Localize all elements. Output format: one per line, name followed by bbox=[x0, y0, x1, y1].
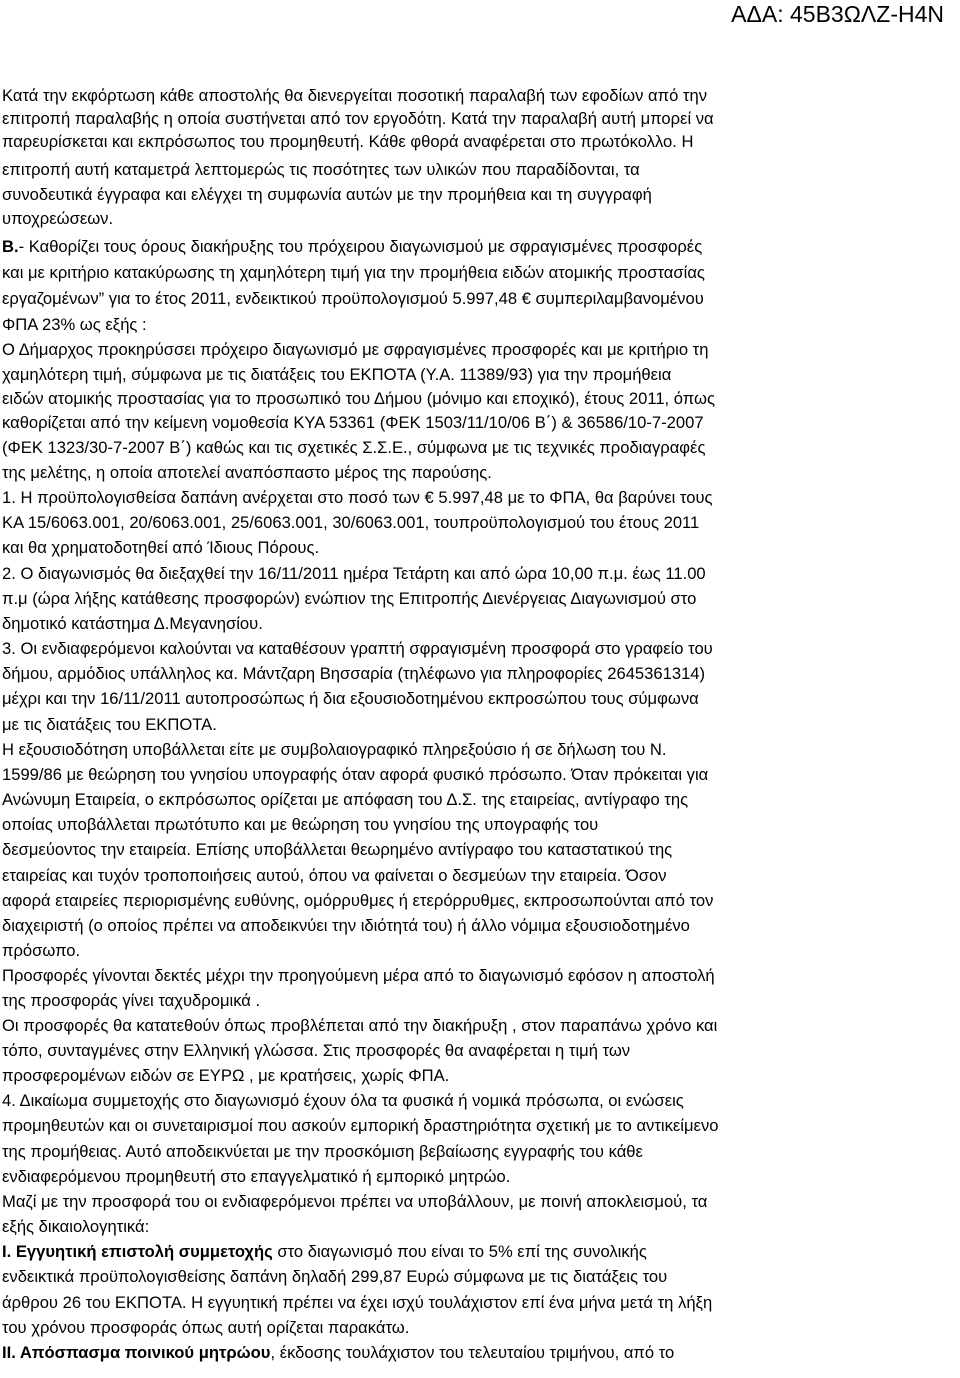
text-line: συνοδευτικά έγγραφα και ελέγχει τη συμφωνία αυτών με την προμήθεια και τη συγγραφή bbox=[2, 185, 652, 204]
text-line: επιτροπή παραλαβής η οποία συστήνεται από τον εργοδότη. Κατά την παραλαβή αυτή μπορεί να bbox=[2, 109, 714, 128]
text-line: μέχρι και την 16/11/2011 αυτοπροσώπως ή δια εξουσιοδοτημένου εκπροσώπου τους σύμφωνα bbox=[2, 689, 699, 708]
text-line: υποχρεώσεων. bbox=[2, 209, 114, 228]
text-line bbox=[2, 235, 702, 258]
text-span: - Καθορίζει τους όρους διακήρυξης του πρόχειρου διαγωνισμού με σφραγισμένες προσφορές bbox=[18, 237, 703, 256]
text-line: προμηθευτών και οι συνεταιρισμοί που ασκούν εμπορική δραστηριότητα σχετική με το αντικείμενο bbox=[2, 1116, 719, 1135]
text-line: επιτροπή αυτή καταμετρά λεπτομερώς τις ποσότητες των υλικών που παραδίδονται, τα bbox=[2, 160, 640, 179]
text-line: εταιρείας και τυχόν τροποποιήσεις αυτού, όπου να φαίνεται ο δεσμεύων την εταιρεία. Όσον bbox=[2, 866, 667, 885]
text-line: της μελέτης, η οποία αποτελεί αναπόσπαστο μέρος της παρούσης. bbox=[2, 463, 492, 482]
text-line: 1. Η προϋπολογισθείσα δαπάνη ανέρχεται στο ποσό των € 5.997,48 με το ΦΠΑ, θα βαρύνει τους bbox=[2, 488, 713, 507]
text-line: Μαζί με την προσφορά του οι ενδιαφερόμενοι πρέπει να υποβάλλουν, με ποινή αποκλεισμού, τα bbox=[2, 1192, 708, 1211]
bold-heading-guarantee: Ι. Εγγυητική επιστολή συμμετοχής bbox=[2, 1242, 273, 1261]
text-line: του χρόνου προσφοράς όπως αυτή ορίζεται παρακάτω. bbox=[2, 1318, 410, 1337]
text-line: Προσφορές γίνονται δεκτές μέχρι την προηγούμενη μέρα από το διαγωνισμό εφόσον η αποστολή bbox=[2, 966, 715, 985]
text-line: ΦΠΑ 23% ως εξής : bbox=[2, 315, 147, 334]
text-line: Οι προσφορές θα κατατεθούν όπως προβλέπεται από την διακήρυξη , στον παραπάνω χρόνο και bbox=[2, 1016, 718, 1035]
text-line: διαχειριστή (ο οποίος πρέπει να αποδεικνύει την ιδιότητά του) ή άλλο νόμιμα εξουσιοδοτημένο bbox=[2, 916, 690, 935]
text-line: εξής δικαιολογητικά: bbox=[2, 1217, 150, 1236]
text-line: της προσφοράς γίνει ταχυδρομικά . bbox=[2, 991, 261, 1010]
text-line: 1599/86 με θεώρηση του γνησίου υπογραφής όταν αφορά φυσικό πρόσωπο. Όταν πρόκειται για bbox=[2, 765, 709, 784]
text-line: τόπο, συνταγμένες στην Ελληνική γλώσσα. Στις προσφορές θα αναφέρεται η τιμή των bbox=[2, 1041, 631, 1060]
text-line bbox=[2, 1341, 674, 1364]
text-line: ενδεικτικά προϋπολογισθείσης δαπάνη δηλαδή 299,87 Ευρώ σύμφωνα με τις διατάξεις του bbox=[2, 1267, 668, 1286]
text-line: χαμηλότερη τιμή, σύμφωνα με τις διατάξεις του ΕΚΠΟΤΑ (Υ.Α. 11389/93) για την προμήθεια bbox=[2, 365, 672, 384]
text-line: ειδών ατομικής προστασίας για το προσωπικό του Δήμου (μόνιμο και εποχικό), έτους 2011, όπως bbox=[2, 389, 715, 408]
text-line: δεσμεύοντος την εταιρεία. Επίσης υποβάλλεται θεωρημένο αντίγραφο του καταστατικού της bbox=[2, 840, 673, 859]
text-line bbox=[2, 1240, 647, 1263]
text-line: καθορίζεται από την κείμενη νομοθεσία ΚΥΑ 53361 (ΦΕΚ 1503/11/10/06 Β΄) & 36586/10-7-2007 bbox=[2, 413, 704, 432]
ada-code-header: ΑΔΑ: 45Β3ΩΛΖ-Η4Ν bbox=[731, 1, 944, 27]
text-line: της προμήθειας. Αυτό αποδεικνύεται με την προσκόμιση βεβαίωσης εγγραφής του κάθε bbox=[2, 1142, 643, 1161]
text-line: Κατά την εκφόρτωση κάθε αποστολής θα διενεργείται ποσοτική παραλαβή των εφοδίων από την bbox=[2, 86, 707, 105]
text-line: και θα χρηματοδοτηθεί από Ίδιους Πόρους. bbox=[2, 538, 320, 557]
text-line: προσφερομένων ειδών σε ΕΥΡΩ , με κρατήσεις, χωρίς ΦΠΑ. bbox=[2, 1066, 450, 1085]
text-line: Ο Δήμαρχος προκηρύσσει πρόχειρο διαγωνισμό με σφραγισμένες προσφορές και με κριτήριο τη bbox=[2, 340, 709, 359]
text-line: (ΦΕΚ 1323/30-7-2007 Β΄) καθώς και τις σχετικές Σ.Σ.Ε., σύμφωνα με τις τεχνικές προδιαγραφές bbox=[2, 438, 706, 457]
text-line: δήμου, αρμόδιος υπάλληλος κα. Μάντζαρη Βησσαρία (τηλέφωνο για πληροφορίες 2645361314) bbox=[2, 664, 706, 683]
text-line: και με κριτήριο κατακύρωσης τη χαμηλότερη τιμή για την προμήθεια ειδών ατομικής προστασίας bbox=[2, 263, 705, 282]
bold-marker: Β. bbox=[2, 237, 19, 256]
text-line: άρθρου 26 του ΕΚΠΟΤΑ. Η εγγυητική πρέπει να έχει ισχύ τουλάχιστον επί ένα μήνα μετά τη λήξη bbox=[2, 1293, 713, 1312]
text-line: 3. Οι ενδιαφερόμενοι καλούνται να καταθέσουν γραπτή σφραγισμένη προσφορά στο γραφείο του bbox=[2, 639, 713, 658]
text-span: , έκδοσης τουλάχιστον του τελευταίου τριμήνου, από το bbox=[270, 1343, 675, 1362]
text-line: παρευρίσκεται και εκπρόσωπος του προμηθευτή. Κάθε φθορά αναφέρεται στο πρωτόκολλο. Η bbox=[2, 132, 694, 151]
text-line: δημοτικό κατάστημα Δ.Μεγανησίου. bbox=[2, 614, 263, 633]
text-line: αφορά εταιρείες περιορισμένης ευθύνης, ομόρρυθμες ή ετερόρρυθμες, εκπροσωπούνται από τον bbox=[2, 891, 714, 910]
text-line: 2. Ο διαγωνισμός θα διεξαχθεί την 16/11/2011 ημέρα Τετάρτη και από ώρα 10,00 π.μ. έως 11.00 bbox=[2, 564, 706, 583]
text-line: με τις διατάξεις του ΕΚΠΟΤΑ. bbox=[2, 715, 217, 734]
bold-heading-criminal-record: ΙΙ. Απόσπασμα ποινικού μητρώου bbox=[2, 1343, 271, 1362]
text-line: Η εξουσιοδότηση υποβάλλεται είτε με συμβολαιογραφικό πληρεξούσιο ή σε δήλωση του Ν. bbox=[2, 740, 667, 759]
text-line: Ανώνυμη Εταιρεία, ο εκπρόσωπος ορίζεται με απόφαση του Δ.Σ. της εταιρείας, αντίγραφο της bbox=[2, 790, 689, 809]
text-line: ΚΑ 15/6063.001, 20/6063.001, 25/6063.001, 30/6063.001, τουπροϋπολογισμού του έτους 2011 bbox=[2, 513, 700, 532]
text-line: εργαζομένων” για το έτος 2011, ενδεικτικού προϋπολογισμού 5.997,48 € συμπεριλαμβανομένου bbox=[2, 289, 704, 308]
text-span: στο διαγωνισμό που είναι το 5% επί της συνολικής bbox=[272, 1242, 647, 1261]
text-line: πρόσωπο. bbox=[2, 941, 81, 960]
text-line: οποίας υποβάλλεται πρωτότυπο και με θεώρηση του γνησίου της υπογραφής του bbox=[2, 815, 599, 834]
text-line: π.μ (ώρα λήξης κατάθεσης προσφορών) ενώπιον της Επιτροπής Διενέργειας Διαγωνισμού στο bbox=[2, 589, 697, 608]
text-line: ενδιαφερόμενου προμηθευτή στο επαγγελματικό ή εμπορικό μητρώο. bbox=[2, 1167, 511, 1186]
text-line: 4. Δικαίωμα συμμετοχής στο διαγωνισμό έχουν όλα τα φυσικά ή νομικά πρόσωπα, οι ενώσεις bbox=[2, 1091, 684, 1110]
